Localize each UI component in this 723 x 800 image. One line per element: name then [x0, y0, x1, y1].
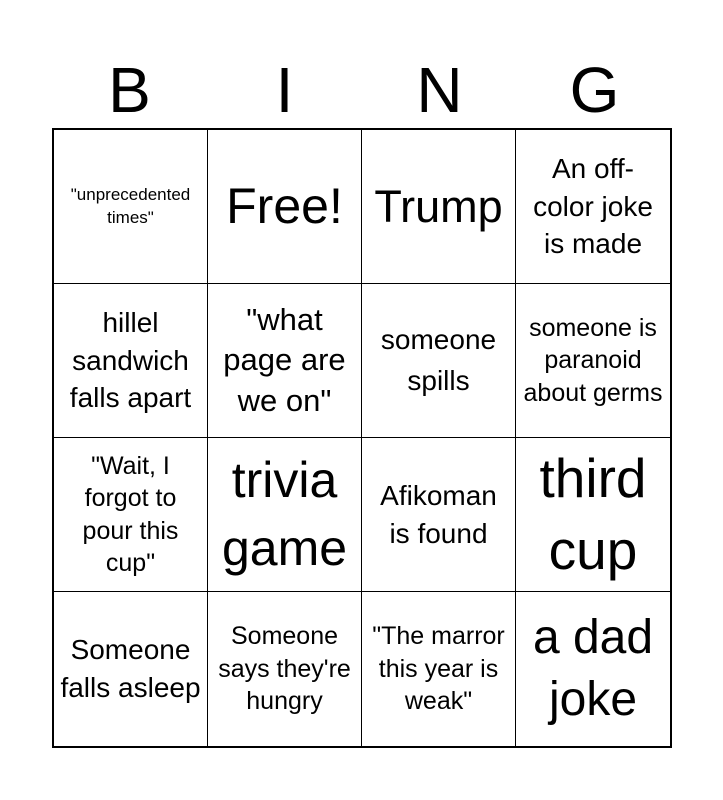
bingo-cell[interactable] [208, 284, 362, 438]
bingo-cell[interactable] [362, 438, 516, 592]
bingo-board [52, 128, 672, 748]
bingo-header [52, 52, 672, 128]
cell-text: someone is paranoid about germs [523, 313, 663, 407]
bingo-cell[interactable] [54, 592, 208, 746]
header-letter-b: B [108, 54, 151, 126]
bingo-cell[interactable] [516, 284, 670, 438]
cell-text: Someone says they're hungry [218, 622, 351, 716]
bingo-cell[interactable] [516, 592, 670, 746]
bingo-cell[interactable] [208, 438, 362, 592]
bingo-cell[interactable] [54, 438, 208, 592]
cell-text: "what page are we on" [223, 302, 346, 418]
cell-text: Someone falls asleep [60, 634, 201, 703]
header-letter-i: I [275, 54, 294, 126]
bingo-cell[interactable] [516, 438, 670, 592]
cell-text: hillel sandwich falls apart [69, 306, 192, 414]
bingo-cell[interactable] [516, 130, 670, 284]
cell-text: Afikoman is found [380, 479, 497, 549]
cell-text: Trump [374, 180, 503, 232]
bingo-cell[interactable] [208, 592, 362, 746]
bingo-cell[interactable] [54, 130, 208, 284]
header-letter-g: G [569, 54, 620, 126]
bingo-cell[interactable] [362, 284, 516, 438]
bingo-cell[interactable] [362, 130, 516, 284]
free-space-cell[interactable] [208, 130, 362, 284]
cell-text: An off-color joke is made [533, 152, 653, 260]
cell-text: "unprecedented times" [70, 185, 191, 227]
bingo-cell[interactable] [54, 284, 208, 438]
cell-text: "The marror this year is weak" [372, 622, 505, 716]
cell-text: trivia game [221, 452, 348, 576]
cell-text: "Wait, I forgot to pour this cup" [82, 451, 179, 577]
bingo-cell[interactable] [362, 592, 516, 746]
cell-text: third cup [539, 447, 647, 581]
cell-text: a dad joke [532, 610, 654, 726]
header-letter-n: N [416, 54, 463, 126]
cell-text: Free! [226, 177, 343, 234]
cell-text: someone spills [380, 323, 497, 396]
